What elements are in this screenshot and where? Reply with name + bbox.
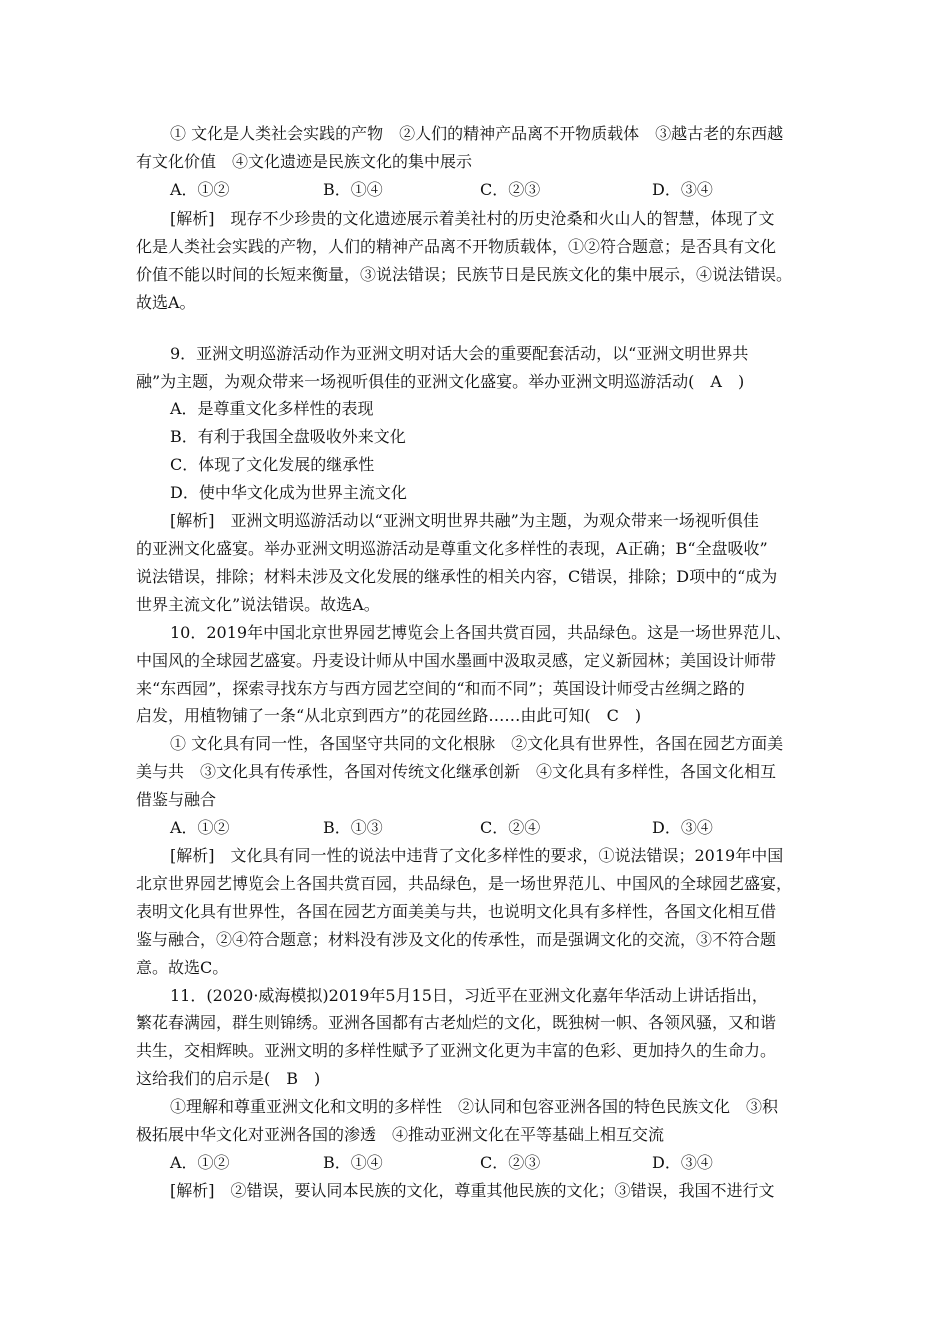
q11-option-d: D．③④: [652, 1153, 713, 1172]
q10-option-b: B．①③: [323, 818, 383, 837]
q10-stem-line-1: 10．2019年中国北京世界园艺博览会上各国共赏百园，共品绿色。这是一场世界范儿、: [170, 623, 792, 642]
q8-option-b: B．①④: [323, 180, 383, 199]
q9-option-b: B．有利于我国全盘吸收外来文化: [170, 427, 406, 446]
q8-option-c: C．②③: [480, 180, 541, 199]
q8-analysis-line-2: 化是人类社会实践的产物，人们的精神产品离不开物质载体，①②符合题意；是否具有文化: [136, 237, 777, 256]
q10-statements-line-2: 美与共 ③文化具有传承性，各国对传统文化继承创新 ④文化具有多样性，各国文化相互: [136, 762, 777, 781]
q11-stem-line-4: 这给我们的启示是( B ): [136, 1069, 321, 1088]
q10-analysis-line-5: 意。故选C。: [136, 958, 229, 977]
q8-statements-line-1: ① 文化是人类社会实践的产物 ②人们的精神产品离不开物质载体 ③越古老的东西越: [170, 124, 784, 143]
q9-analysis-line-3: 说法错误，排除；材料未涉及文化发展的继承性的相关内容，C错误，排除；D项中的“成为: [136, 567, 778, 586]
q11-statements-line-2: 极拓展中华文化对亚洲各国的渗透 ④推动亚洲文化在平等基础上相互交流: [136, 1125, 665, 1144]
q11-stem-line-2: 繁花春满园，群生则锦绣。亚洲各国都有古老灿烂的文化，既独树一帜、各领风骚，又和谐: [136, 1013, 777, 1032]
q10-option-a: A．①②: [170, 818, 230, 837]
q10-analysis-line-3: 表明文化具有世界性，各国在园艺方面美美与共，也说明文化具有多样性，各国文化相互借: [136, 902, 777, 921]
q10-analysis-line-2: 北京世界园艺博览会上各国共赏百园，共品绿色，是一场世界范儿、中国风的全球园艺盛宴，: [136, 874, 793, 893]
q9-option-a: A．是尊重文化多样性的表现: [170, 399, 374, 418]
q9-stem-line-1: 9．亚洲文明巡游活动作为亚洲文明对话大会的重要配套活动，以“亚洲文明世界共: [170, 344, 749, 363]
q10-option-c: C．②④: [480, 818, 541, 837]
q10-option-d: D．③④: [652, 818, 713, 837]
q10-stem-line-3: 来“东西园”，探索寻找东方与西方园艺空间的“和而不同”；英国设计师受古丝绸之路的: [136, 679, 745, 698]
q10-statements-line-1: ① 文化具有同一性，各国坚守共同的文化根脉 ②文化具有世界性，各国在园艺方面美: [170, 734, 784, 753]
q8-analysis-line-3: 价值不能以时间的长短来衡量，③说法错误；民族节日是民族文化的集中展示，④说法错误。: [136, 265, 793, 284]
q11-stem-line-3: 共生，交相辉映。亚洲文明的多样性赋予了亚洲文化更为丰富的色彩、更加持久的生命力。: [136, 1041, 777, 1060]
q9-analysis-line-4: 世界主流文化”说法错误。故选A。: [136, 595, 380, 614]
q8-analysis-line-1: [解析] 现存不少珍贵的文化遗迹展示着美社村的历史沧桑和火山人的智慧，体现了文: [170, 209, 775, 228]
q10-analysis-line-1: [解析] 文化具有同一性的说法中违背了文化多样性的要求，①说法错误；2019年中国: [170, 846, 784, 865]
q9-analysis-line-2: 的亚洲文化盛宴。举办亚洲文明巡游活动是尊重文化多样性的表现，A正确；B“全盘吸收”: [136, 539, 768, 558]
q11-analysis-line-1: [解析] ②错误，要认同本民族的文化，尊重其他民族的文化；③错误，我国不进行文: [170, 1181, 775, 1200]
q11-option-a: A．①②: [170, 1153, 230, 1172]
q10-stem-line-4: 启发，用植物铺了一条“从北京到西方”的花园丝路……由此可知( C ): [136, 706, 642, 725]
q8-analysis-line-4: 故选A。: [136, 293, 196, 312]
q8-option-a: A．①②: [170, 180, 230, 199]
q9-option-c: C．体现了文化发展的继承性: [170, 455, 375, 474]
q9-option-d: D．使中华文化成为世界主流文化: [170, 483, 407, 502]
q11-stem-line-1: 11．(2020·威海模拟)2019年5月15日，习近平在亚洲文化嘉年华活动上讲话指出，: [170, 986, 768, 1005]
q11-option-b: B．①④: [323, 1153, 383, 1172]
q9-analysis-line-1: [解析] 亚洲文明巡游活动以“亚洲文明世界共融”为主题，为观众带来一场视听俱佳: [170, 511, 759, 530]
q8-statements-line-2: 有文化价值 ④文化遗迹是民族文化的集中展示: [136, 152, 473, 171]
q10-stem-line-2: 中国风的全球园艺盛宴。丹麦设计师从中国水墨画中汲取灵感，定义新园林；美国设计师带: [136, 651, 777, 670]
q10-analysis-line-4: 鉴与融合，②④符合题意；材料没有涉及文化的传承性，而是强调文化的交流，③不符合题: [136, 930, 777, 949]
q10-statements-line-3: 借鉴与融合: [136, 790, 217, 809]
q11-statements-line-1: ①理解和尊重亚洲文化和文明的多样性 ②认同和包容亚洲各国的特色民族文化 ③积: [170, 1097, 779, 1116]
q9-stem-line-2: 融”为主题，为观众带来一场视听俱佳的亚洲文化盛宴。举办亚洲文明巡游活动( A ): [136, 372, 745, 391]
q11-option-c: C．②③: [480, 1153, 541, 1172]
q8-option-d: D．③④: [652, 180, 713, 199]
